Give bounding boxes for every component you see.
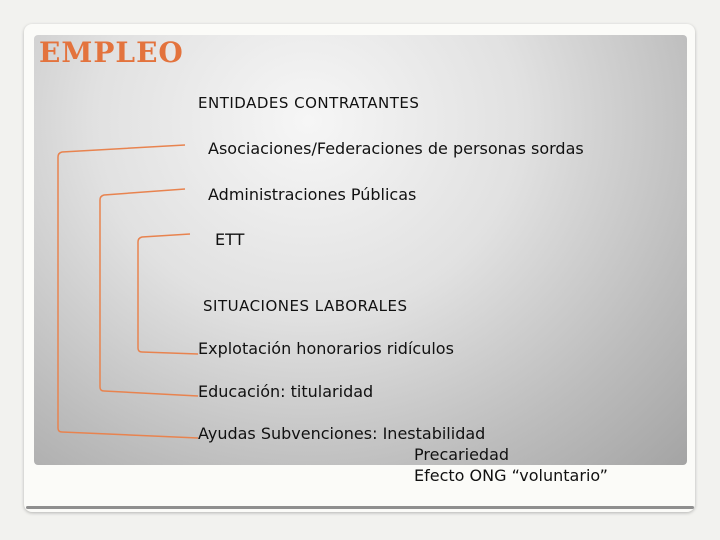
item-ett: ETT — [215, 230, 245, 249]
bracket-ett-explotacion — [138, 234, 198, 354]
item-asociaciones: Asociaciones/Federaciones de personas sordas — [208, 139, 584, 158]
item-administraciones: Administraciones Públicas — [208, 185, 417, 204]
sub-item-efecto-ong: Efecto ONG “voluntario” — [414, 466, 608, 485]
item-explotacion: Explotación honorarios ridículos — [198, 339, 454, 358]
sub-item-precariedad: Precariedad — [414, 445, 510, 464]
item-educacion: Educación: titularidad — [198, 382, 374, 401]
bracket-administraciones-educacion — [100, 189, 198, 396]
heading-situaciones-laborales: SITUACIONES LABORALES — [203, 297, 408, 315]
item-ayudas: Ayudas Subvenciones: Inestabilidad — [198, 424, 486, 443]
heading-entidades-contratantes: ENTIDADES CONTRATANTES — [198, 94, 420, 112]
slide-title: EMPLEO — [39, 36, 184, 69]
